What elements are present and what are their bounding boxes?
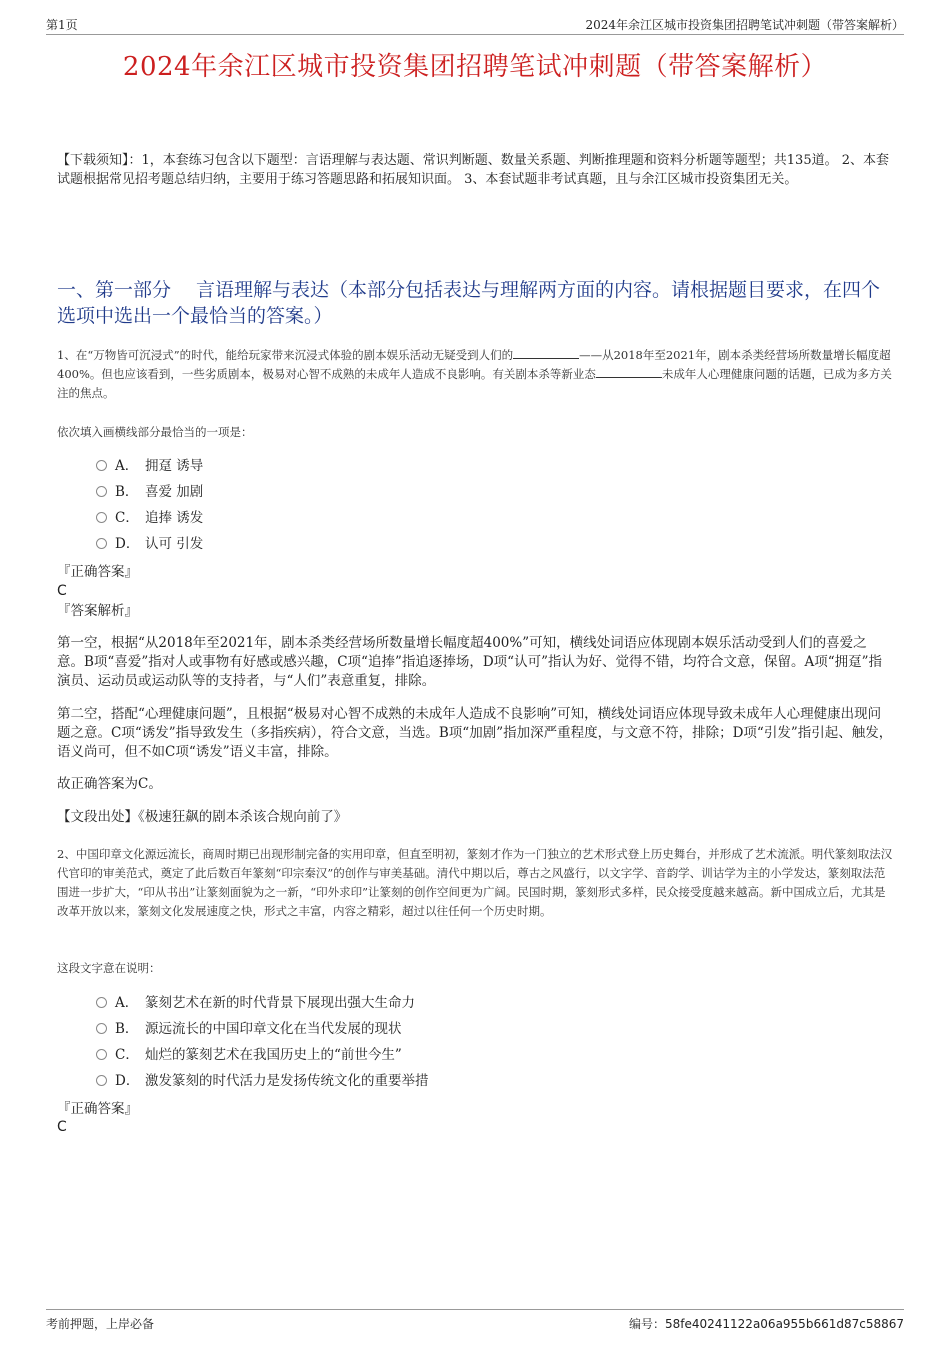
question-2-options (96, 990, 429, 1094)
radio-icon[interactable] (96, 1075, 107, 1086)
answer-label: 『正确答案』 (57, 1101, 138, 1117)
document-title: 2024年余江区城市投资集团招聘笔试冲刺题（带答案解析） (122, 52, 828, 82)
question-1-ask: 依次填入画横线部分最恰当的一项是： (57, 425, 253, 439)
radio-icon[interactable] (96, 997, 107, 1008)
radio-icon[interactable] (96, 538, 107, 549)
page-number: 第1页 (46, 18, 78, 32)
analysis-paragraph-1: 第一空，根据“从2018年至2021年，剧本杀类经营场所数量增长幅度超400%”可知，横线处词语应体现剧本娱乐活动受到人们的喜爱之意。B项“喜爱”指对人或事物有好感或感兴趣，C项“追捧”指追逐捧场，D项“认可”指认为好、觉得不错，均符合文意，保留。A项“拥趸”指演员、运动员或运动队等的支持者，与“人们”表意重复，排除。 (57, 635, 883, 689)
option-a[interactable]: A． 拥趸 诱导 (96, 453, 203, 479)
radio-icon[interactable] (96, 512, 107, 523)
source-citation: 【文段出处】《极速狂飙的剧本杀该合规向前了》 (57, 809, 348, 825)
answer-value: C (57, 1119, 67, 1135)
footer-slogan: 考前押题，上岸必备 (46, 1317, 155, 1331)
option-b[interactable]: B． 源远流长的中国印章文化在当代发展的现状 (96, 1016, 429, 1042)
analysis-conclusion: 故正确答案为C。 (57, 776, 162, 792)
option-c[interactable]: C． 追捧 诱发 (96, 505, 203, 531)
page-header (46, 14, 904, 35)
question-2-ask: 这段文字意在说明： (57, 961, 161, 975)
option-c[interactable]: C． 灿烂的篆刻艺术在我国历史上的“前世今生” (96, 1042, 429, 1068)
analysis-label: 『答案解析』 (57, 603, 138, 619)
question-2-stem: 2、中国印章文化源远流长，商周时期已出现形制完备的实用印章，但直至明初，篆刻才作为一门独立的艺术形式登上历史舞台，并形成了艺术流派。明代篆刻取法汉代官印的审美范式，奠定了此后数百年篆刻“印宗秦汉”的创作与审美基础。清代中期以后，尊古之风盛行，以文字学、音韵学、训诂学为主的小学发达，篆刻取法范围进一步扩大，“印从书出”让篆刻面貌为之一新，“印外求印”让篆刻的创作空间更为广阔。民国时期，篆刻形式多样，民众接受度越来越高。新中国成立后，尤其是改革开放以来，篆刻文化发展速度之快，形式之丰富，内容之精彩，超过以往任何一个历史时期。 (57, 847, 893, 918)
radio-icon[interactable] (96, 1049, 107, 1060)
radio-icon[interactable] (96, 486, 107, 497)
answer-value: C (57, 583, 67, 599)
option-d[interactable]: D． 认可 引发 (96, 531, 203, 557)
download-notice: 【下载须知】：1，本套练习包含以下题型：言语理解与表达题、常识判断题、数量关系题、判断推理题和资料分析题等题型；共135道。 2、本套试题根据常见招考题总结归纳，主要用于练习答题思路和拓展知识面。 3、本套试题非考试真题，且与余江区城市投资集团无关。 (57, 153, 889, 187)
option-d[interactable]: D． 激发篆刻的时代活力是发扬传统文化的重要举措 (96, 1068, 429, 1094)
blank-1 (513, 346, 579, 359)
option-a[interactable]: A． 篆刻艺术在新的时代背景下展现出强大生命力 (96, 990, 429, 1016)
radio-icon[interactable] (96, 460, 107, 471)
header-doc-title: 2024年余江区城市投资集团招聘笔试冲刺题（带答案解析） (585, 18, 904, 32)
question-1-options (96, 453, 203, 557)
page-footer (46, 1309, 904, 1332)
footer-id: 编号：58fe40241122a06a955b661d87c58867 (628, 1317, 904, 1331)
section-heading: 一、第一部分 言语理解与表达（本部分包括表达与理解两方面的内容。请根据题目要求，在四个选项中选出一个最恰当的答案。） (57, 279, 881, 327)
answer-label: 『正确答案』 (57, 564, 138, 580)
question-1-stem: 1、在“万物皆可沉浸式”的时代，能给玩家带来沉浸式体验的剧本娱乐活动无疑受到人们的 ——从2018年至2021年，剧本杀类经营场所数量增长幅度超400%。但也应该看到，一些劣质剧本，极易对心智不成熟的未成年人造成不良影响。有关剧本杀等新业态 未成年人心理健康问题的话题，已成为多方关注的焦点。 (57, 348, 892, 400)
blank-2 (596, 365, 662, 378)
radio-icon[interactable] (96, 1023, 107, 1034)
option-b[interactable]: B． 喜爱 加剧 (96, 479, 203, 505)
analysis-paragraph-2: 第二空，搭配“心理健康问题”，且根据“极易对心智不成熟的未成年人造成不良影响”可知，横线处词语应体现导致未成年人心理健康出现问题之意。C项“诱发”指导致发生（多指疾病），符合文意，当选。B项“加剧”指加深严重程度，与文意不符，排除；D项“引发”指引起、触发，语义尚可，但不如C项“诱发”语义丰富，排除。 (57, 706, 893, 760)
